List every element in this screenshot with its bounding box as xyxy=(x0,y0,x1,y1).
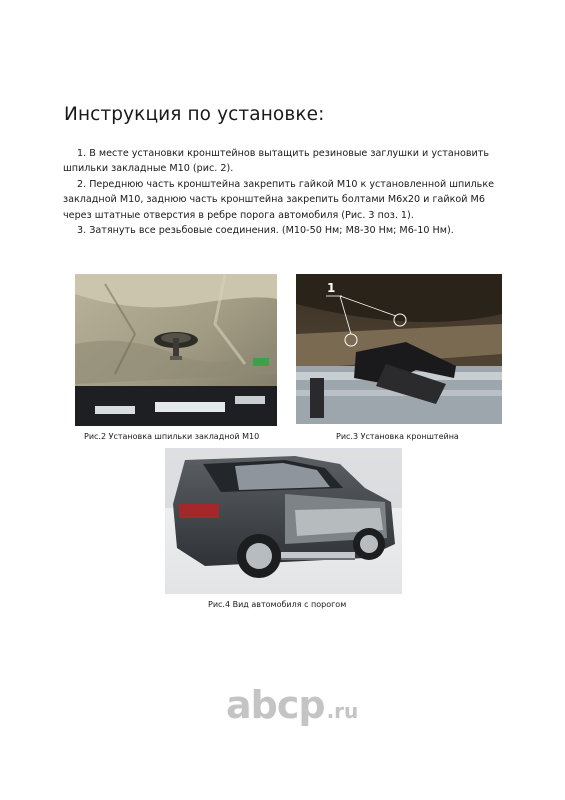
page-title: Инструкция по установке: xyxy=(64,104,325,125)
step-1-line-2: шпильки закладные М10 (рис. 2). xyxy=(63,163,234,175)
step-2-line-2: закладной М10, заднюю часть кронштейна закрепить болтами М6х20 и гайкой М6 xyxy=(63,194,485,206)
watermark-main: abcp xyxy=(226,683,325,727)
figure-2-caption: Рис.2 Установка шпильки закладной М10 xyxy=(84,432,260,441)
figure-3-caption: Рис.3 Установка кронштейна xyxy=(336,432,459,441)
figure-3-photo xyxy=(296,274,502,424)
figure-3-callout: 1 xyxy=(327,281,336,295)
watermark-tld: .ru xyxy=(326,699,359,723)
figure-2-photo xyxy=(75,274,277,426)
step-2-line-3: через штатные отверстия в ребре порога автомобиля (Рис. 3 поз. 1). xyxy=(63,209,414,221)
figure-4-caption: Рис.4 Вид автомобиля с порогом xyxy=(208,600,347,609)
figure-4-photo xyxy=(165,448,402,594)
abcp-watermark-logo xyxy=(226,683,358,727)
step-3-line-1: 3. Затянуть все резьбовые соединения. (М10-50 Нм; М8-30 Нм; М6-10 Нм). xyxy=(77,225,454,237)
step-1-line-1: 1. В месте установки кронштейнов вытащить резиновые заглушки и установить xyxy=(77,148,490,159)
installation-steps xyxy=(63,146,503,238)
step-2-line-1: 2. Переднюю часть кронштейна закрепить гайкой М10 к установленной шпильке xyxy=(77,178,495,190)
